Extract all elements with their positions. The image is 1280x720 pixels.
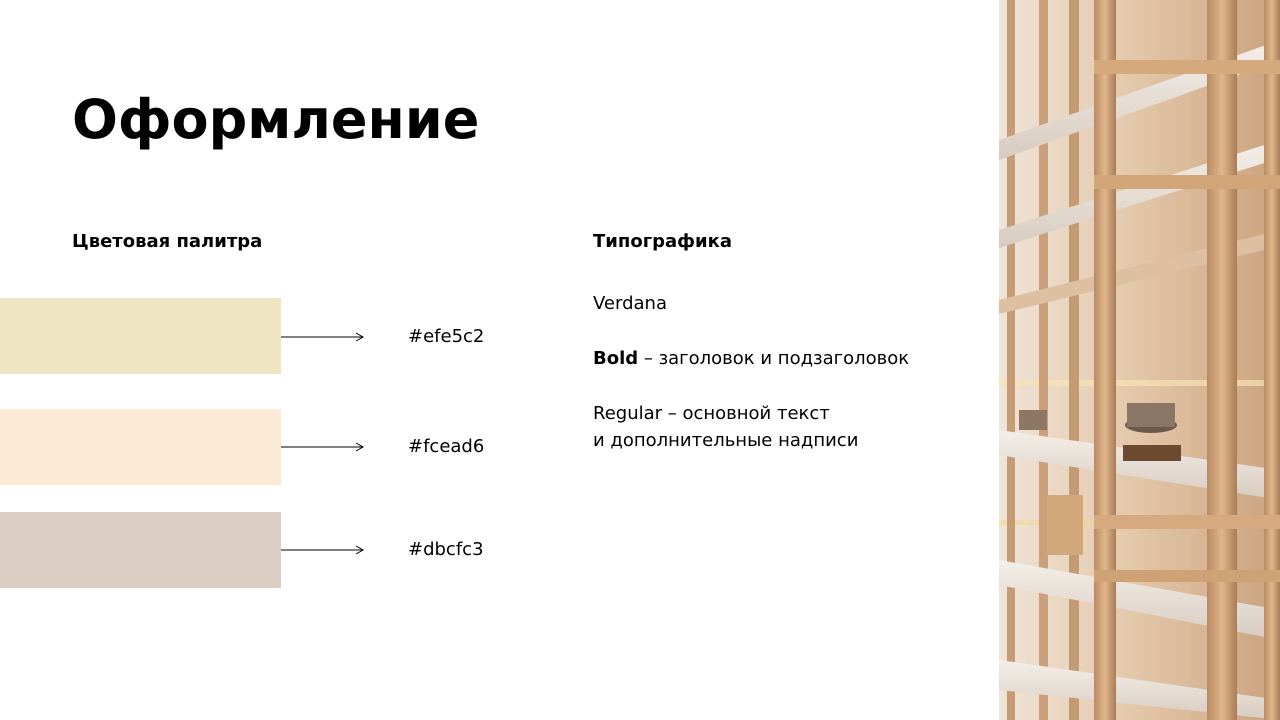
bold-description: – заголовок и подзаголовок xyxy=(638,348,910,369)
color-swatch-1 xyxy=(0,298,281,374)
typography-heading: Типографика xyxy=(593,231,732,252)
color-swatch-2 xyxy=(0,409,281,485)
page-title: Оформление xyxy=(72,88,480,151)
hex-code-1: #efe5c2 xyxy=(408,326,485,347)
regular-usage-line-1: Regular – основной текст xyxy=(593,403,830,424)
font-name: Verdana xyxy=(593,293,667,314)
bold-label: Bold xyxy=(593,348,639,369)
arrow-right-icon xyxy=(281,331,365,343)
regular-usage-line-2: и дополнительные надписи xyxy=(593,430,859,451)
shelving-illustration xyxy=(999,0,1280,720)
palette-heading: Цветовая палитра xyxy=(72,231,263,252)
arrow-right-icon xyxy=(281,544,365,556)
hex-code-3: #dbcfc3 xyxy=(408,539,484,560)
hex-code-2: #fcead6 xyxy=(408,436,485,457)
bold-usage xyxy=(593,348,909,369)
arrow-right-icon xyxy=(281,441,365,453)
wooden-shelving-photo xyxy=(999,0,1280,720)
color-swatch-3 xyxy=(0,512,281,588)
